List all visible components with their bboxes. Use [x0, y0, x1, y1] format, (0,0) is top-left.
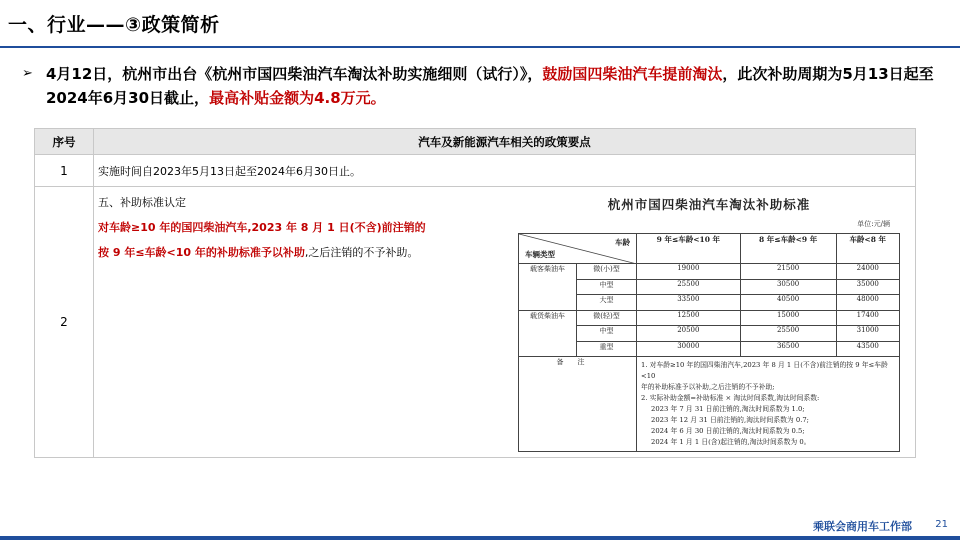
grid-value: 15000 [740, 310, 836, 326]
table-row [35, 187, 916, 458]
grid-row [519, 326, 900, 342]
grid-value: 30000 [637, 341, 741, 357]
grid-value: 24000 [836, 264, 899, 280]
row-2-content [94, 187, 916, 458]
grid-row [519, 279, 900, 295]
grid-value: 25500 [637, 279, 741, 295]
grid-note-row [519, 357, 900, 452]
grid-row [519, 310, 900, 326]
doc-unit: 单位:元/辆 [857, 220, 890, 228]
age-header: 9 年≤车龄<10 年 [637, 234, 741, 264]
grid-value: 19000 [637, 264, 741, 280]
page-number: 21 [935, 519, 948, 530]
row-2-no: 2 [35, 187, 94, 458]
note-line: 2024 年 1 月 1 日(含)起注销的,淘汰时间系数为 0。 [651, 438, 811, 446]
diag-bottom-label: 车辆类型 [525, 250, 555, 259]
note-line: 2024 年 6 月 30 日前注销的,淘汰时间系数为 0.5; [651, 427, 805, 435]
bullet-highlight-2: 最高补贴金额为4.8万元。 [209, 89, 386, 107]
title-divider [0, 46, 960, 48]
diag-top-label: 车龄 [615, 238, 630, 247]
grid-value: 35000 [836, 279, 899, 295]
subsidy-standard-document-image [518, 191, 900, 447]
grid-header-row [519, 234, 900, 264]
subsidy-grid [518, 233, 900, 452]
bullet-arrow-icon: ➢ [22, 66, 33, 81]
doc-title: 杭州市国四柴油汽车淘汰补助标准 [607, 197, 811, 212]
footer-bar [0, 536, 960, 540]
policy-table [34, 128, 916, 458]
row-1-no: 1 [35, 155, 94, 187]
bullet-part-3: ，此次补助周期为5月13日起至2024年6月30日截止， [46, 65, 934, 107]
age-header: 8 年≤车龄<9 年 [740, 234, 836, 264]
size-label: 微(小)型 [577, 264, 637, 280]
note-line: 年的补助标准予以补助,之后注销的不予补助; [641, 383, 775, 391]
bullet-part-1: 4月12日，杭州市出台《杭州市国四柴油汽车淘汰补助实施细则（试行）》， [46, 65, 543, 83]
bullet-text [46, 62, 946, 110]
grid-row [519, 295, 900, 311]
row-2-highlight-2: 按 9 年≤车龄<10 年的补助标准予以补助 [98, 246, 305, 259]
slide-title: 一、行业——③政策简析 [8, 14, 220, 36]
grid-value: 40500 [740, 295, 836, 311]
age-header: 车龄<8 年 [836, 234, 899, 264]
grid-row [519, 264, 900, 280]
grid-value: 17400 [836, 310, 899, 326]
size-label: 重型 [577, 341, 637, 357]
note-label: 备注 [519, 357, 637, 452]
grid-value: 48000 [836, 295, 899, 311]
size-label: 大型 [577, 295, 637, 311]
grid-value: 43500 [836, 341, 899, 357]
grid-value: 20500 [637, 326, 741, 342]
header-no: 序号 [35, 129, 94, 155]
row-2-line-3-tail: ,之后注销的不予补助。 [304, 246, 419, 259]
row-2-heading: 五、补助标准认定 [98, 196, 186, 209]
note-line: 2023 年 12 月 31 日前注销的,淘汰时间系数为 0.7; [651, 416, 809, 424]
size-label: 微(轻)型 [577, 310, 637, 326]
row-2-highlight: 对车龄≥10 年的国四柴油汽车,2023 年 8 月 1 日(不含)前注销的 [98, 221, 426, 234]
grid-value: 25500 [740, 326, 836, 342]
grid-row [519, 341, 900, 357]
note-text [637, 357, 900, 452]
note-line: 1. 对车龄≥10 年的国四柴油汽车,2023 年 8 月 1 日(不含)前注销的按 9 年≤车龄<10 [641, 361, 888, 380]
grid-value: 36500 [740, 341, 836, 357]
header-policy: 汽车及新能源汽车相关的政策要点 [94, 129, 916, 155]
row-2-line-3 [98, 244, 418, 260]
grid-corner [519, 234, 637, 264]
grid-value: 12500 [637, 310, 741, 326]
grid-value: 21500 [740, 264, 836, 280]
group-name: 载货柴油车 [519, 310, 577, 357]
grid-value: 33500 [637, 295, 741, 311]
table-header-row [35, 129, 916, 155]
grid-value: 30500 [740, 279, 836, 295]
note-line: 2023 年 7 月 31 日前注销的,淘汰时间系数为 1.0; [651, 405, 805, 413]
group-name: 载客柴油车 [519, 264, 577, 311]
table-row [35, 155, 916, 187]
size-label: 中型 [577, 326, 637, 342]
grid-value: 31000 [836, 326, 899, 342]
footer-label: 乘联会商用车工作部 [813, 520, 912, 533]
row-1-text: 实施时间自2023年5月13日起至2024年6月30日止。 [94, 155, 916, 187]
note-line: 2. 实际补助金额=补助标准 × 淘汰时间系数,淘汰时间系数: [641, 394, 820, 402]
size-label: 中型 [577, 279, 637, 295]
bullet-highlight-1: 鼓励国四柴油汽车提前淘汰 [542, 65, 723, 83]
